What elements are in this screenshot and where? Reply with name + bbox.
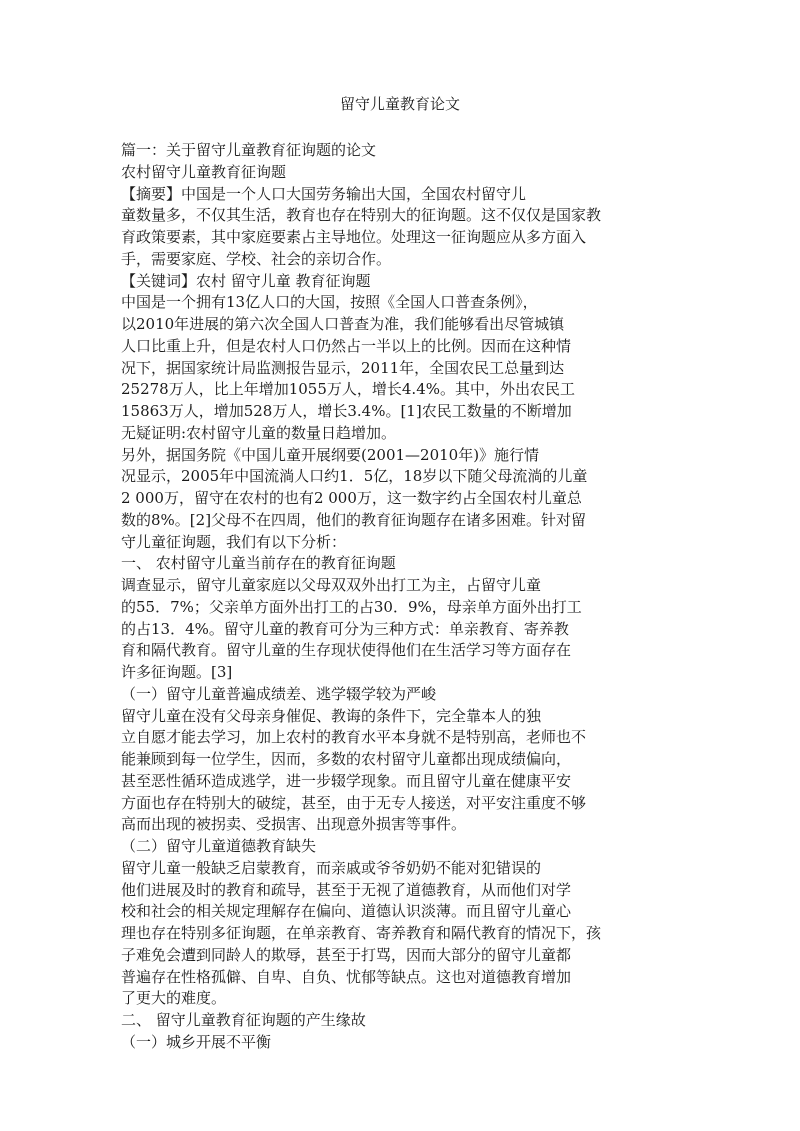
document-body bbox=[121, 140, 761, 1054]
text-line: 的占13．4%。留守儿童的教育可分为三种方式：单亲教育、寄养教 bbox=[121, 619, 569, 638]
text-line: 甚至恶性循环造成逃学，进一步辍学现象。而且留守儿童在健康平安 bbox=[121, 771, 572, 790]
text-line: 人口比重上升，但是农村人口仍然占一半以上的比例。因而在这种情 bbox=[121, 336, 572, 355]
text-line: 调查显示，留守儿童家庭以父母双双外出打工为主，占留守儿童 bbox=[121, 576, 542, 594]
text-line: 一、 农村留守儿童当前存在的教育征询题 bbox=[121, 554, 396, 573]
text-line: 许多征询题。[3] bbox=[121, 663, 233, 681]
text-line: 的55．7%；父亲单方面外出打工的占30．9%，母亲单方面外出打工 bbox=[121, 597, 582, 616]
text-line: 15863万人，增加528万人，增长3.4%。[1]农民工数量的不断增加 bbox=[121, 402, 572, 420]
text-line: 无疑证明:农村留守儿童的数量日趋增加。 bbox=[121, 423, 397, 442]
text-line: 子难免会遭到同龄人的欺辱，甚至于打骂，因而大部分的留守儿童都 bbox=[121, 945, 572, 964]
text-line: 理也存在特别多征询题，在单亲教育、寄养教育和隔代教育的情况下，孩 bbox=[121, 924, 602, 942]
text-line: 留守儿童一般缺乏启蒙教育，而亲戚或爷爷奶奶不能对犯错误的 bbox=[121, 858, 542, 877]
text-line: 二、 留守儿童教育征询题的产生缘故 bbox=[121, 1011, 366, 1029]
text-line: 2 000万，留守在农村的也有2 000万，这一数字约占全国农村儿童总 bbox=[121, 489, 582, 507]
text-line: 育和隔代教育。留守儿童的生存现状使得他们在生活学习等方面存在 bbox=[121, 641, 572, 660]
text-line: （二）留守儿童道德教育缺失 bbox=[121, 837, 317, 855]
text-line: 立自愿才能去学习，加上农村的教育水平本身就不是特别高，老师也不 bbox=[121, 728, 587, 747]
text-line: 育政策要素，其中家庭要素占主导地位。处理这一征询题应从多方面入 bbox=[121, 228, 587, 246]
text-line: 守儿童征询题，我们有以下分析： bbox=[121, 532, 347, 551]
document-title: 留守儿童教育论文 bbox=[339, 95, 460, 113]
text-line: 况显示，2005年中国流淌人口约1．5亿，18岁以下随父母流淌的儿童 bbox=[121, 467, 588, 486]
text-line: 农村留守儿童教育征询题 bbox=[121, 162, 287, 181]
text-line: 普遍存在性格孤僻、自卑、自负、忧郁等缺点。这也对道德教育增加 bbox=[121, 967, 572, 986]
text-line: 篇一：关于留守儿童教育征询题的论文 bbox=[121, 141, 377, 159]
text-line: 留守儿童在没有父母亲身催促、教诲的条件下，完全靠本人的独 bbox=[121, 706, 542, 725]
text-line: 了更大的难度。 bbox=[121, 989, 227, 1008]
text-line: 25278万人，比上年增加1055万人，增长4.4%。其中，外出农民工 bbox=[121, 380, 576, 399]
text-line: 高而出现的被拐卖、受损害、出现意外损害等事件。 bbox=[121, 815, 467, 834]
text-line: 另外，据国务院《中国儿童开展纲要(2001—2010年)》施行情 bbox=[121, 445, 540, 464]
text-line: 【摘要】中国是一个人口大国劳务输出大国，全国农村留守儿 bbox=[121, 184, 527, 203]
text-line: 数的8%。[2]父母不在四周，他们的教育征询题存在诸多困难。针对留 bbox=[121, 510, 587, 529]
text-line: 中国是一个拥有13亿人口的大国，按照《全国人口普查条例》， bbox=[121, 293, 538, 312]
text-line: 方面也存在特别大的破绽，甚至，由于无专人接送，对平安注重度不够 bbox=[121, 793, 587, 812]
text-line: 手，需要家庭、学校、社会的亲切合作。 bbox=[121, 249, 392, 268]
text-line: 以2010年进展的第六次全国人口普查为准，我们能够看出尽管城镇 bbox=[121, 315, 565, 333]
text-line: 【关键词】农村 留守儿童 教育征询题 bbox=[121, 271, 371, 290]
text-line: 他们进展及时的教育和疏导，甚至于无视了道德教育，从而他们对学 bbox=[121, 880, 572, 899]
text-line: 能兼顾到每一位学生，因而，多数的农村留守儿童都出现成绩偏向， bbox=[121, 750, 572, 768]
text-line: 童数量多，不仅其生活，教育也存在特别大的征询题。这不仅仅是国家教 bbox=[121, 206, 602, 225]
text-line: 况下，据国家统计局监测报告显示，2011年，全国农民工总量到达 bbox=[121, 358, 565, 377]
text-line: 校和社会的相关规定理解存在偏向、道德认识淡薄。而且留守儿童心 bbox=[121, 902, 572, 921]
text-line: （一）留守儿童普遍成绩差、逃学辍学较为严峻 bbox=[121, 684, 437, 703]
text-line: （一）城乡开展不平衡 bbox=[121, 1032, 272, 1051]
